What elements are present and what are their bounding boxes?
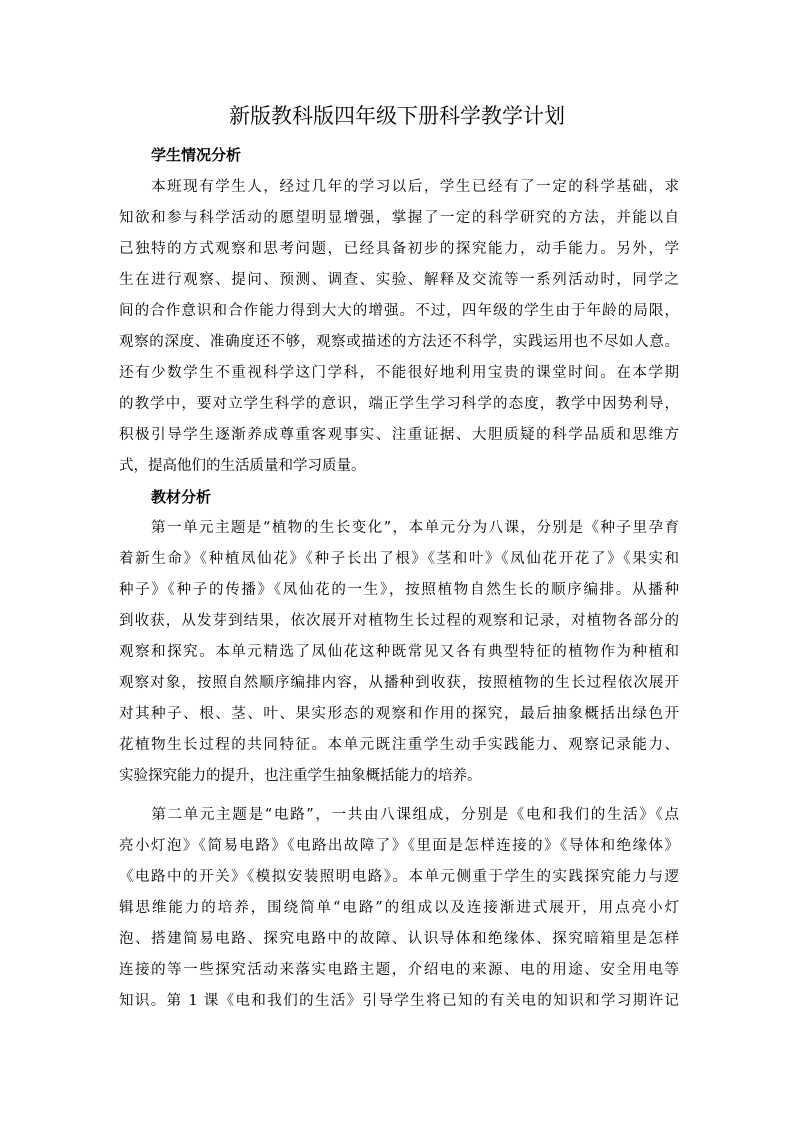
paragraph-line: 第二单元主题是“电路”，一共由八课组成，分别是《电和我们的生活》《点: [119, 807, 679, 823]
paragraph-line: 观察的深度、准确度还不够，观察或描述的方法还不科学，实践运用也不尽如人意。: [119, 334, 679, 350]
paragraph-line: 生在进行观察、提问、预测、调查、实验、解释及交流等一系列活动时，同学之: [119, 272, 679, 288]
paragraph-line: 知识。第 1 课《电和我们的生活》引导学生将已知的有关电的知识和学习期许记: [119, 993, 679, 1009]
paragraph-line: 知欲和参与科学活动的愿望明显增强，掌握了一定的科学研究的方法，并能以自: [119, 210, 679, 226]
document-title: 新版教科版四年级下册科学教学计划: [229, 104, 565, 128]
paragraph-line: 的教学中，要对立学生科学的意识，端正学生学习科学的态度，教学中因势利导，: [119, 396, 679, 412]
paragraph-line: 实验探究能力的提升，也注重学生抽象概括能力的培养。: [119, 768, 482, 784]
paragraph-line: 还有少数学生不重视科学这门学科，不能很好地利用宝贵的课堂时间。在本学期: [119, 365, 679, 381]
paragraph-line: 对其种子、根、茎、叶、果实形态的观察和作用的探究，最后抽象概括出绿色开: [119, 706, 679, 722]
paragraph-line: 到收获，从发芽到结果，依次展开对植物生长过程的观察和记录，对植物各部分的: [119, 613, 679, 629]
paragraph-line: 己独特的方式观察和思考问题，已经具备初步的探究能力，动手能力。另外，学: [119, 241, 679, 257]
paragraph-line: 观察对象，按照自然顺序编排内容，从播种到收获，按照植物的生长过程依次展开: [119, 675, 679, 691]
section-heading-student-analysis: 学生情况分析: [151, 146, 242, 164]
paragraph-line: 花植物生长过程的共同特征。本单元既注重学生动手实践能力、观察记录能力、: [119, 737, 679, 753]
paragraph-line: 观察和探究。本单元精选了凤仙花这种既常见又各有典型特征的植物作为种植和: [119, 644, 679, 660]
paragraph-line: 亮小灯泡》《简易电路》《电路出故障了》《里面是怎样连接的》《导体和绝缘体》: [119, 838, 679, 854]
paragraph-line: 式，提高他们的生活质量和学习质量。: [119, 458, 366, 474]
paragraph-line: 《电路中的开关》《模拟安装照明电路》。本单元侧重于学生的实践探究能力与逻: [119, 869, 679, 885]
paragraph-line: 第一单元主题是“植物的生长变化”，本单元分为八课，分别是《种子里孕育: [119, 520, 679, 536]
paragraph-line: 间的合作意识和合作能力得到大大的增强。不过，四年级的学生由于年龄的局限，: [119, 303, 679, 319]
paragraph-line: 本班现有学生人，经过几年的学习以后，学生已经有了一定的科学基础，求: [119, 179, 679, 195]
section-heading-textbook-analysis: 教材分析: [151, 488, 212, 506]
paragraph-line: 泡、搭建简易电路、探究电路中的故障、认识导体和绝缘体、探究暗箱里是怎样: [119, 931, 679, 947]
paragraph-line: 辑思维能力的培养，围绕简单“电路”的组成以及连接渐进式展开，用点亮小灯: [119, 900, 679, 916]
paragraph-line: 积极引导学生逐渐养成尊重客观事实、注重证据、大胆质疑的科学品质和思维方: [119, 427, 679, 443]
paragraph-line: 连接的等一些探究活动来落实电路主题，介绍电的来源、电的用途、安全用电等: [119, 962, 679, 978]
paragraph-line: 着新生命》《种植凤仙花》《种子长出了根》《茎和叶》《凤仙花开花了》《果实和: [119, 551, 679, 567]
paragraph-line: 种子》《种子的传播》《凤仙花的一生》，按照植物自然生长的顺序编排。从播种: [119, 582, 679, 598]
